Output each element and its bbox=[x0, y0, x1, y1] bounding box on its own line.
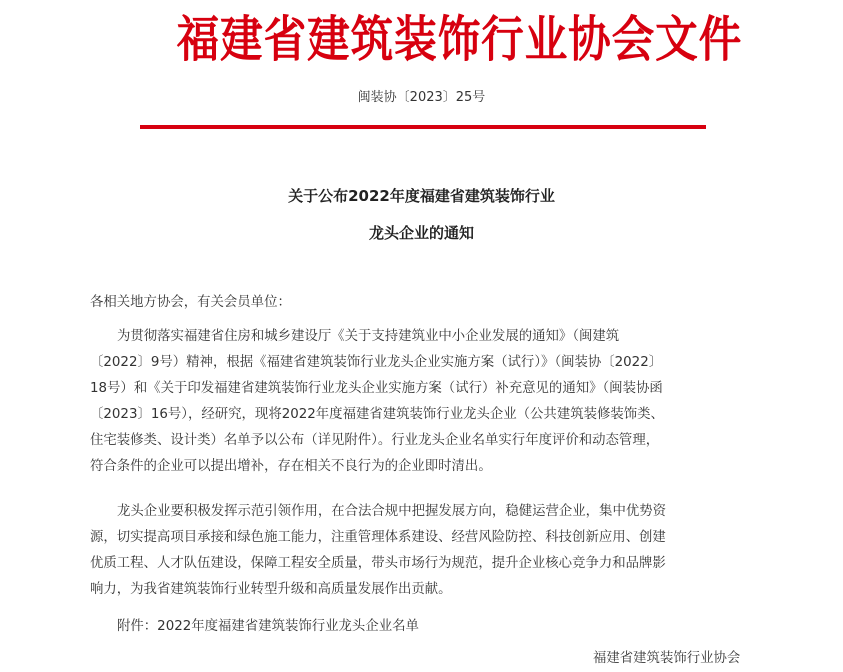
issuer-signature: 福建省建筑装饰行业协会 bbox=[593, 651, 741, 666]
red-divider-rule bbox=[140, 125, 706, 129]
paragraph-1-line: 符合条件的企业可以提出增补，存在相关不良行为的企业即时清出。 bbox=[90, 459, 492, 474]
document-masthead: 福建省建筑装饰行业协会文件 bbox=[176, 10, 743, 68]
notice-title-line-2: 龙头企业的通知 bbox=[368, 224, 474, 242]
document-number: 闽装协〔2023〕25号 bbox=[357, 90, 486, 105]
paragraph-1-line: 18号）和《关于印发福建省建筑装饰行业龙头企业实施方案（试行）补充意见的通知》（闽装协函 bbox=[90, 381, 663, 396]
attachment-text: 附件：2022年度福建省建筑装饰行业龙头企业名单 bbox=[117, 619, 419, 634]
paragraph-2-line: 优质工程、人才队伍建设，保障工程安全质量，带头市场行为规范，提升企业核心竞争力和品牌影 bbox=[90, 556, 666, 571]
salutation-text: 各相关地方协会，有关会员单位： bbox=[90, 295, 291, 310]
paragraph-1-line: 住宅装修类、设计类）名单予以公布（详见附件）。行业龙头企业名单实行年度评价和动态管理， bbox=[90, 433, 660, 448]
attachment-note bbox=[90, 614, 770, 640]
paragraph-2-line: 源，切实提高项目承接和绿色施工能力，注重管理体系建设、经营风险防控、科技创新应用、创建 bbox=[90, 530, 666, 545]
salutation bbox=[90, 290, 770, 316]
paragraph-2-line: 龙头企业要积极发挥示范引领作用，在合法合规中把握发展方向，稳健运营企业，集中优势资 bbox=[117, 504, 667, 519]
paragraph-1-line: 〔2022〕9号）精神，根据《福建省建筑装饰行业龙头企业实施方案（试行）》（闽装协〔2022〕 bbox=[90, 355, 663, 370]
notice-title-line-1: 关于公布2022年度福建省建筑装饰行业 bbox=[288, 187, 555, 205]
body-paragraph-1 bbox=[90, 324, 770, 480]
body-paragraph-2 bbox=[90, 499, 770, 603]
paragraph-1-line: 〔2023〕16号），经研究，现将2022年度福建省建筑装饰行业龙头企业（公共建筑装修装饰类、 bbox=[90, 407, 664, 422]
paragraph-2-line: 响力，为我省建筑装饰行业转型升级和高质量发展作出贡献。 bbox=[90, 582, 452, 597]
paragraph-1-line: 为贯彻落实福建省住房和城乡建设厅《关于支持建筑业中小企业发展的通知》（闽建筑 bbox=[117, 329, 620, 344]
